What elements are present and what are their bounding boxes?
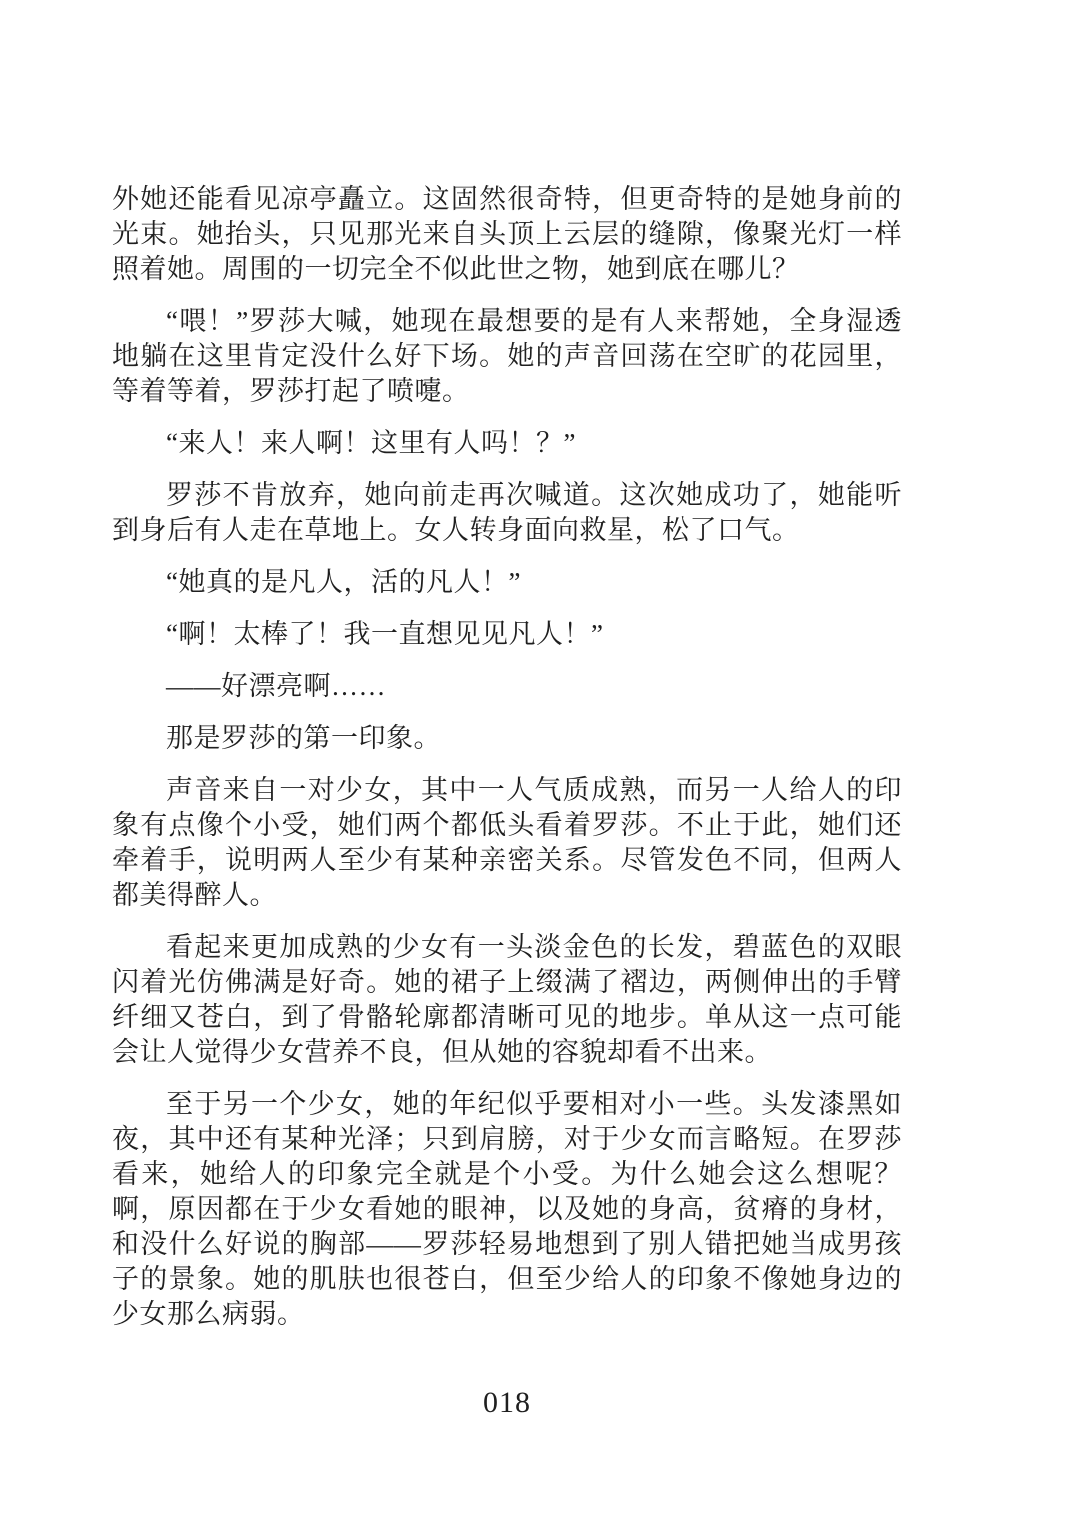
paragraph: 看起来更加成熟的少女有一头淡金色的长发，碧蓝色的双眼闪着光仿佛满是好奇。她的裙子上缀满了褶边，两侧伸出的手臂纤细又苍白，到了骨骼轮廓都清晰可见的地步。单从这一点可能会让人觉得少女营养不良，但从她的容貌却看不出来。 (112, 932, 902, 1067)
paragraph: “啊！太棒了！我一直想见见凡人！” (166, 619, 604, 649)
paragraph: 至于另一个少女，她的年纪似乎要相对小一些。头发漆黑如夜，其中还有某种光泽；只到肩膀，对于少女而言略短。在罗莎看来，她给人的印象完全就是个小受。为什么她会这么想呢？啊，原因都在于少女看她的眼神，以及她的身高，贫瘠的身材，和没什么好说的胸部——罗莎轻易地想到了别人错把她当成男孩子的景象。她的肌肤也很苍白，但至少给人的印象不像她身边的少女那么病弱。 (112, 1089, 902, 1329)
paragraph: 声音来自一对少女，其中一人气质成熟，而另一人给人的印象有点像个小受，她们两个都低头看着罗莎。不止于此，她们还牵着手，说明两人至少有某种亲密关系。尽管发色不同，但两人都美得醉人。 (112, 775, 902, 910)
paragraph: 罗莎不肯放弃，她向前走再次喊道。这次她成功了，她能听到身后有人走在草地上。女人转身面向救星，松了口气。 (112, 480, 902, 545)
paragraph: “来人！来人啊！这里有人吗！？” (166, 428, 576, 458)
paragraph: 那是罗莎的第一印象。 (166, 723, 441, 753)
paragraph: 外她还能看见凉亭矗立。这固然很奇特，但更奇特的是她身前的光束。她抬头，只见那光来自头顶上云层的缝隙，像聚光灯一样照着她。周围的一切完全不似此世之物，她到底在哪儿？ (112, 184, 902, 284)
paragraph: “她真的是凡人，活的凡人！” (166, 567, 521, 597)
paragraph: “喂！”罗莎大喊，她现在最想要的是有人来帮她，全身湿透地躺在这里肯定没什么好下场。她的声音回荡在空旷的花园里，等着等着，罗莎打起了喷嚏。 (112, 306, 902, 406)
paragraph: ——好漂亮啊…… (166, 671, 386, 701)
page-body (112, 182, 902, 1332)
page-number: 018 (483, 1386, 531, 1419)
